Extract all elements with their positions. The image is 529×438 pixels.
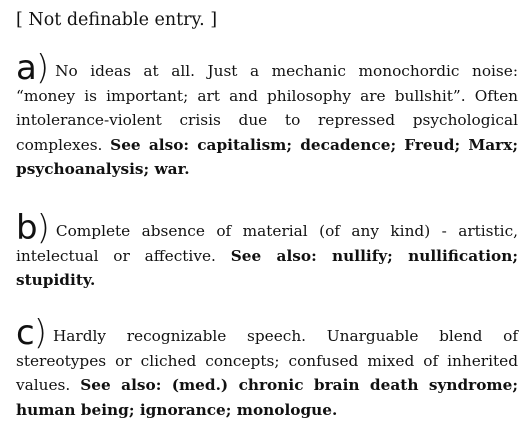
definition-letter: c (16, 313, 34, 353)
definition-letter: b (16, 208, 37, 248)
definition-paren: ) (36, 208, 50, 248)
see-also-text: See also: capitalism; decadence; Freud; Marx; psychoanalysis; war. (16, 135, 518, 178)
definition-c (16, 313, 518, 422)
definition-text: No ideas at all. Just a mechanic monochordic noise: “money is important; art and philosophy are bullshit”. Often intolerance-violent crisis due to repressed psychological complexes. (16, 62, 518, 154)
definition-text: Hardly recognizable speech. Unarguable blend of stereotypes or cliched concepts; confused mixed of inherited values. (16, 327, 518, 394)
see-also-text: See also: nullify; nullification; stupidity. (16, 246, 518, 289)
definition-a (16, 48, 518, 182)
definition-paren: ) (35, 48, 50, 88)
definition-text: Complete absence of material (of any kind) - artistic, intelectual or affective. (16, 222, 518, 265)
definition-letter: a (16, 48, 36, 88)
entry-header: [ Not definable entry. ] (16, 10, 218, 30)
definition-paren: ) (33, 313, 47, 353)
definition-b (16, 208, 518, 293)
see-also-text: See also: (med.) chronic brain death syndrome; human being; ignorance; monologue. (16, 376, 518, 419)
